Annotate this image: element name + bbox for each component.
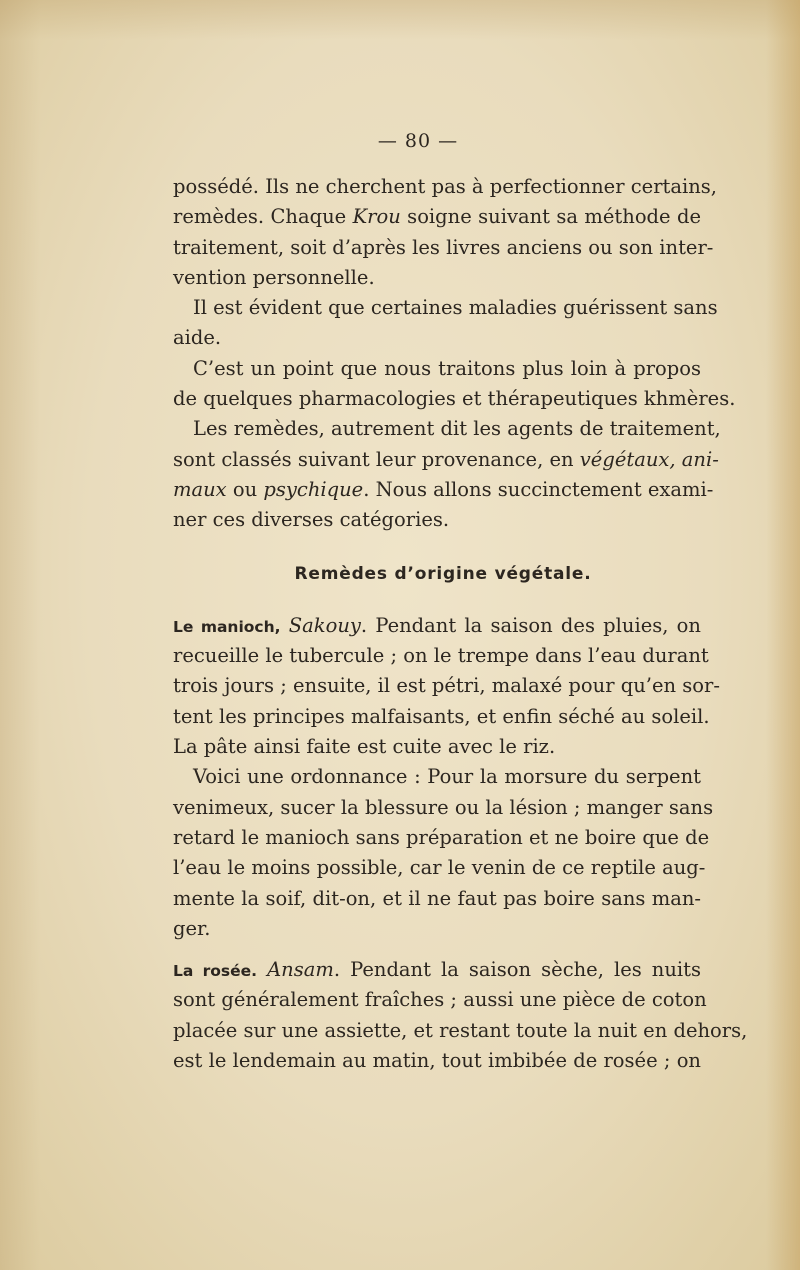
text-line: tent les principes malfaisants, et enfin séché au soleil.	[173, 704, 710, 728]
text-line: ger.	[173, 916, 211, 940]
text-line: C’est un point que nous traitons plus loin à propos	[193, 356, 701, 380]
text-line: Le manioch, Sakouy. Pendant la saison des pluies, on	[173, 613, 701, 637]
text-line: sont classés suivant leur provenance, en végétaux, ani-	[173, 447, 719, 471]
spacer	[173, 536, 701, 559]
text-line: venimeux, sucer la blessure ou la lésion ; manger sans	[173, 795, 714, 819]
text-line: Les remèdes, autrement dit les agents de traitement,	[193, 417, 721, 441]
text-line: La pâte ainsi faite est cuite avec le riz.	[173, 735, 556, 759]
term-psychique: psychique	[263, 477, 364, 501]
spacer	[173, 944, 701, 955]
page-body	[173, 172, 748, 1076]
page-shadow-top	[0, 0, 800, 40]
page-shadow-left	[0, 0, 40, 1270]
text-line: remèdes. Chaque Krou soigne suivant sa méthode de	[173, 205, 701, 229]
section-heading: Remèdes d’origine végétale.	[294, 563, 592, 584]
text-line: mente la soif, dit-on, et il ne faut pas boire sans man-	[173, 886, 701, 910]
entry-title-rosee: La rosée.	[173, 962, 258, 981]
page-shadow-right	[766, 0, 800, 1270]
text-line: Voici une ordonnance : Pour la morsure du serpent	[193, 765, 701, 789]
text-line: trois jours ; ensuite, il est pétri, malaxé pour qu’en sor-	[173, 674, 720, 698]
text-line: est le lendemain au matin, tout imbibée de rosée ; on	[173, 1049, 701, 1073]
text-line: recueille le tubercule ; on le trempe dans l’eau durant	[173, 644, 709, 668]
entry-title-manioch: Le manioch,	[173, 617, 281, 636]
text-line: La rosée. Ansam. Pendant la saison sèche, les nuits	[173, 958, 702, 982]
spacer	[173, 589, 701, 611]
term-ansam: Ansam	[267, 958, 334, 982]
text-line: maux ou psychique. Nous allons succinctement exami-	[173, 477, 714, 501]
term-krou: Krou	[352, 205, 401, 229]
text-line: ner ces diverses catégories.	[173, 508, 450, 532]
text-line: possédé. Ils ne cherchent pas à perfectionner certains,	[173, 175, 717, 198]
page-number: — 80 —	[377, 130, 459, 152]
text-line: vention personnelle.	[173, 265, 375, 289]
text-line: aide.	[173, 326, 222, 350]
text-line: de quelques pharmacologies et thérapeutiques khmères.	[173, 387, 736, 411]
text-line: retard le manioch sans préparation et ne boire que de	[173, 825, 710, 849]
text-line: traitement, soit d’après les livres anciens ou son inter-	[173, 235, 714, 259]
term-animaux: maux	[173, 477, 227, 501]
text-line: Il est évident que certaines maladies guérissent sans	[193, 296, 718, 320]
text-line: l’eau le moins possible, car le venin de ce reptile aug-	[173, 856, 706, 880]
term-vegetaux: végétaux, ani-	[579, 447, 719, 471]
text-line: sont généralement fraîches ; aussi une pièce de coton	[173, 988, 707, 1012]
text-line: placée sur une assiette, et restant toute la nuit en dehors,	[173, 1018, 748, 1042]
term-sakouy: Sakouy	[288, 613, 361, 637]
